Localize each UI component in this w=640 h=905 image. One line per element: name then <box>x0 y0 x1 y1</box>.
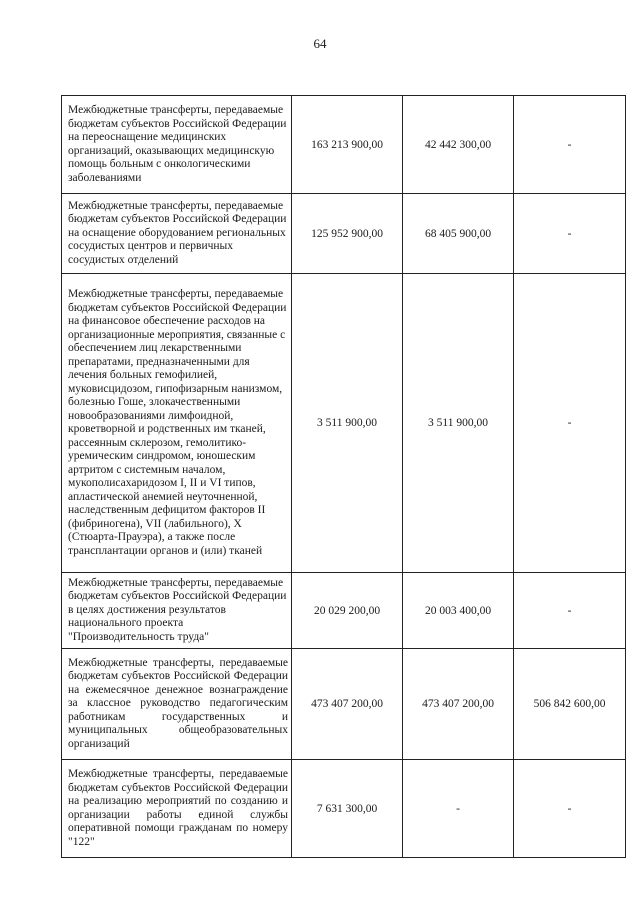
page-number: 64 <box>313 36 327 51</box>
row-description: Межбюджетные трансферты, передаваемые бюджетам субъектов Российской Федерации на ежемесячное денежное вознаграждение за классное руководство педагогическим работникам государственных и муниципальных общеобразовательных организаций <box>62 649 292 760</box>
row-description: Межбюджетные трансферты, передаваемые бюджетам субъектов Российской Федерации на переоснащение медицинских организаций, оказывающих медицинскую помощь больным с онкологическими заболеваниями <box>62 96 292 194</box>
row-description: Межбюджетные трансферты, передаваемые бюджетам субъектов Российской Федерации на финансовое обеспечение расходов на организационные мероприятия, связанные с обеспечением лиц лекарственными препаратами, предназначенными для лечения больных гемофилией, муковисцидозом, гипофизарным нанизмом, болезнью Гоше, злокачественными новообразованиями лимфоидной, кроветворной и родственных им тканей, рассеянным склерозом, гемолитико-уремическим синдромом, юношеским артритом с системным началом, мукополисахаридозом I, II и VI типов, апластической анемией неуточненной, наследственным дефицитом факторов II (фибриногена), VII (лабильного), X (Стюарта-Прауэра), а также после трансплантации органов и (или) тканей <box>62 274 292 573</box>
amount-cell: 7 631 300,00 <box>292 760 403 858</box>
amount-cell: - <box>514 760 626 858</box>
table-row <box>62 649 626 760</box>
amount-cell: 506 842 600,00 <box>514 649 626 760</box>
amount-cell: - <box>514 194 626 274</box>
amount-cell: 125 952 900,00 <box>292 194 403 274</box>
amount-cell: 68 405 900,00 <box>403 194 514 274</box>
table-row <box>62 760 626 858</box>
amount-cell: 473 407 200,00 <box>292 649 403 760</box>
row-description: Межбюджетные трансферты, передаваемые бюджетам субъектов Российской Федерации в целях достижения результатов национального проекта "Производительность труда" <box>62 573 292 649</box>
budget-table <box>61 95 626 858</box>
amount-cell: 163 213 900,00 <box>292 96 403 194</box>
row-description: Межбюджетные трансферты, передаваемые бюджетам субъектов Российской Федерации на оснащение оборудованием региональных сосудистых центров и первичных сосудистых отделений <box>62 194 292 274</box>
table-row <box>62 274 626 573</box>
amount-cell: - <box>514 96 626 194</box>
amount-cell: - <box>403 760 514 858</box>
amount-cell: 20 003 400,00 <box>403 573 514 649</box>
amount-cell: 3 511 900,00 <box>403 274 514 573</box>
amount-cell: 42 442 300,00 <box>403 96 514 194</box>
amount-cell: 473 407 200,00 <box>403 649 514 760</box>
amount-cell: 20 029 200,00 <box>292 573 403 649</box>
amount-cell: - <box>514 274 626 573</box>
amount-cell: - <box>514 573 626 649</box>
table-row <box>62 573 626 649</box>
table-row <box>62 194 626 274</box>
row-description: Межбюджетные трансферты, передаваемые бюджетам субъектов Российской Федерации на реализацию мероприятий по созданию и организации работы единой службы оперативной помощи гражданам по номеру "122" <box>62 760 292 858</box>
table-row <box>62 96 626 194</box>
amount-cell: 3 511 900,00 <box>292 274 403 573</box>
